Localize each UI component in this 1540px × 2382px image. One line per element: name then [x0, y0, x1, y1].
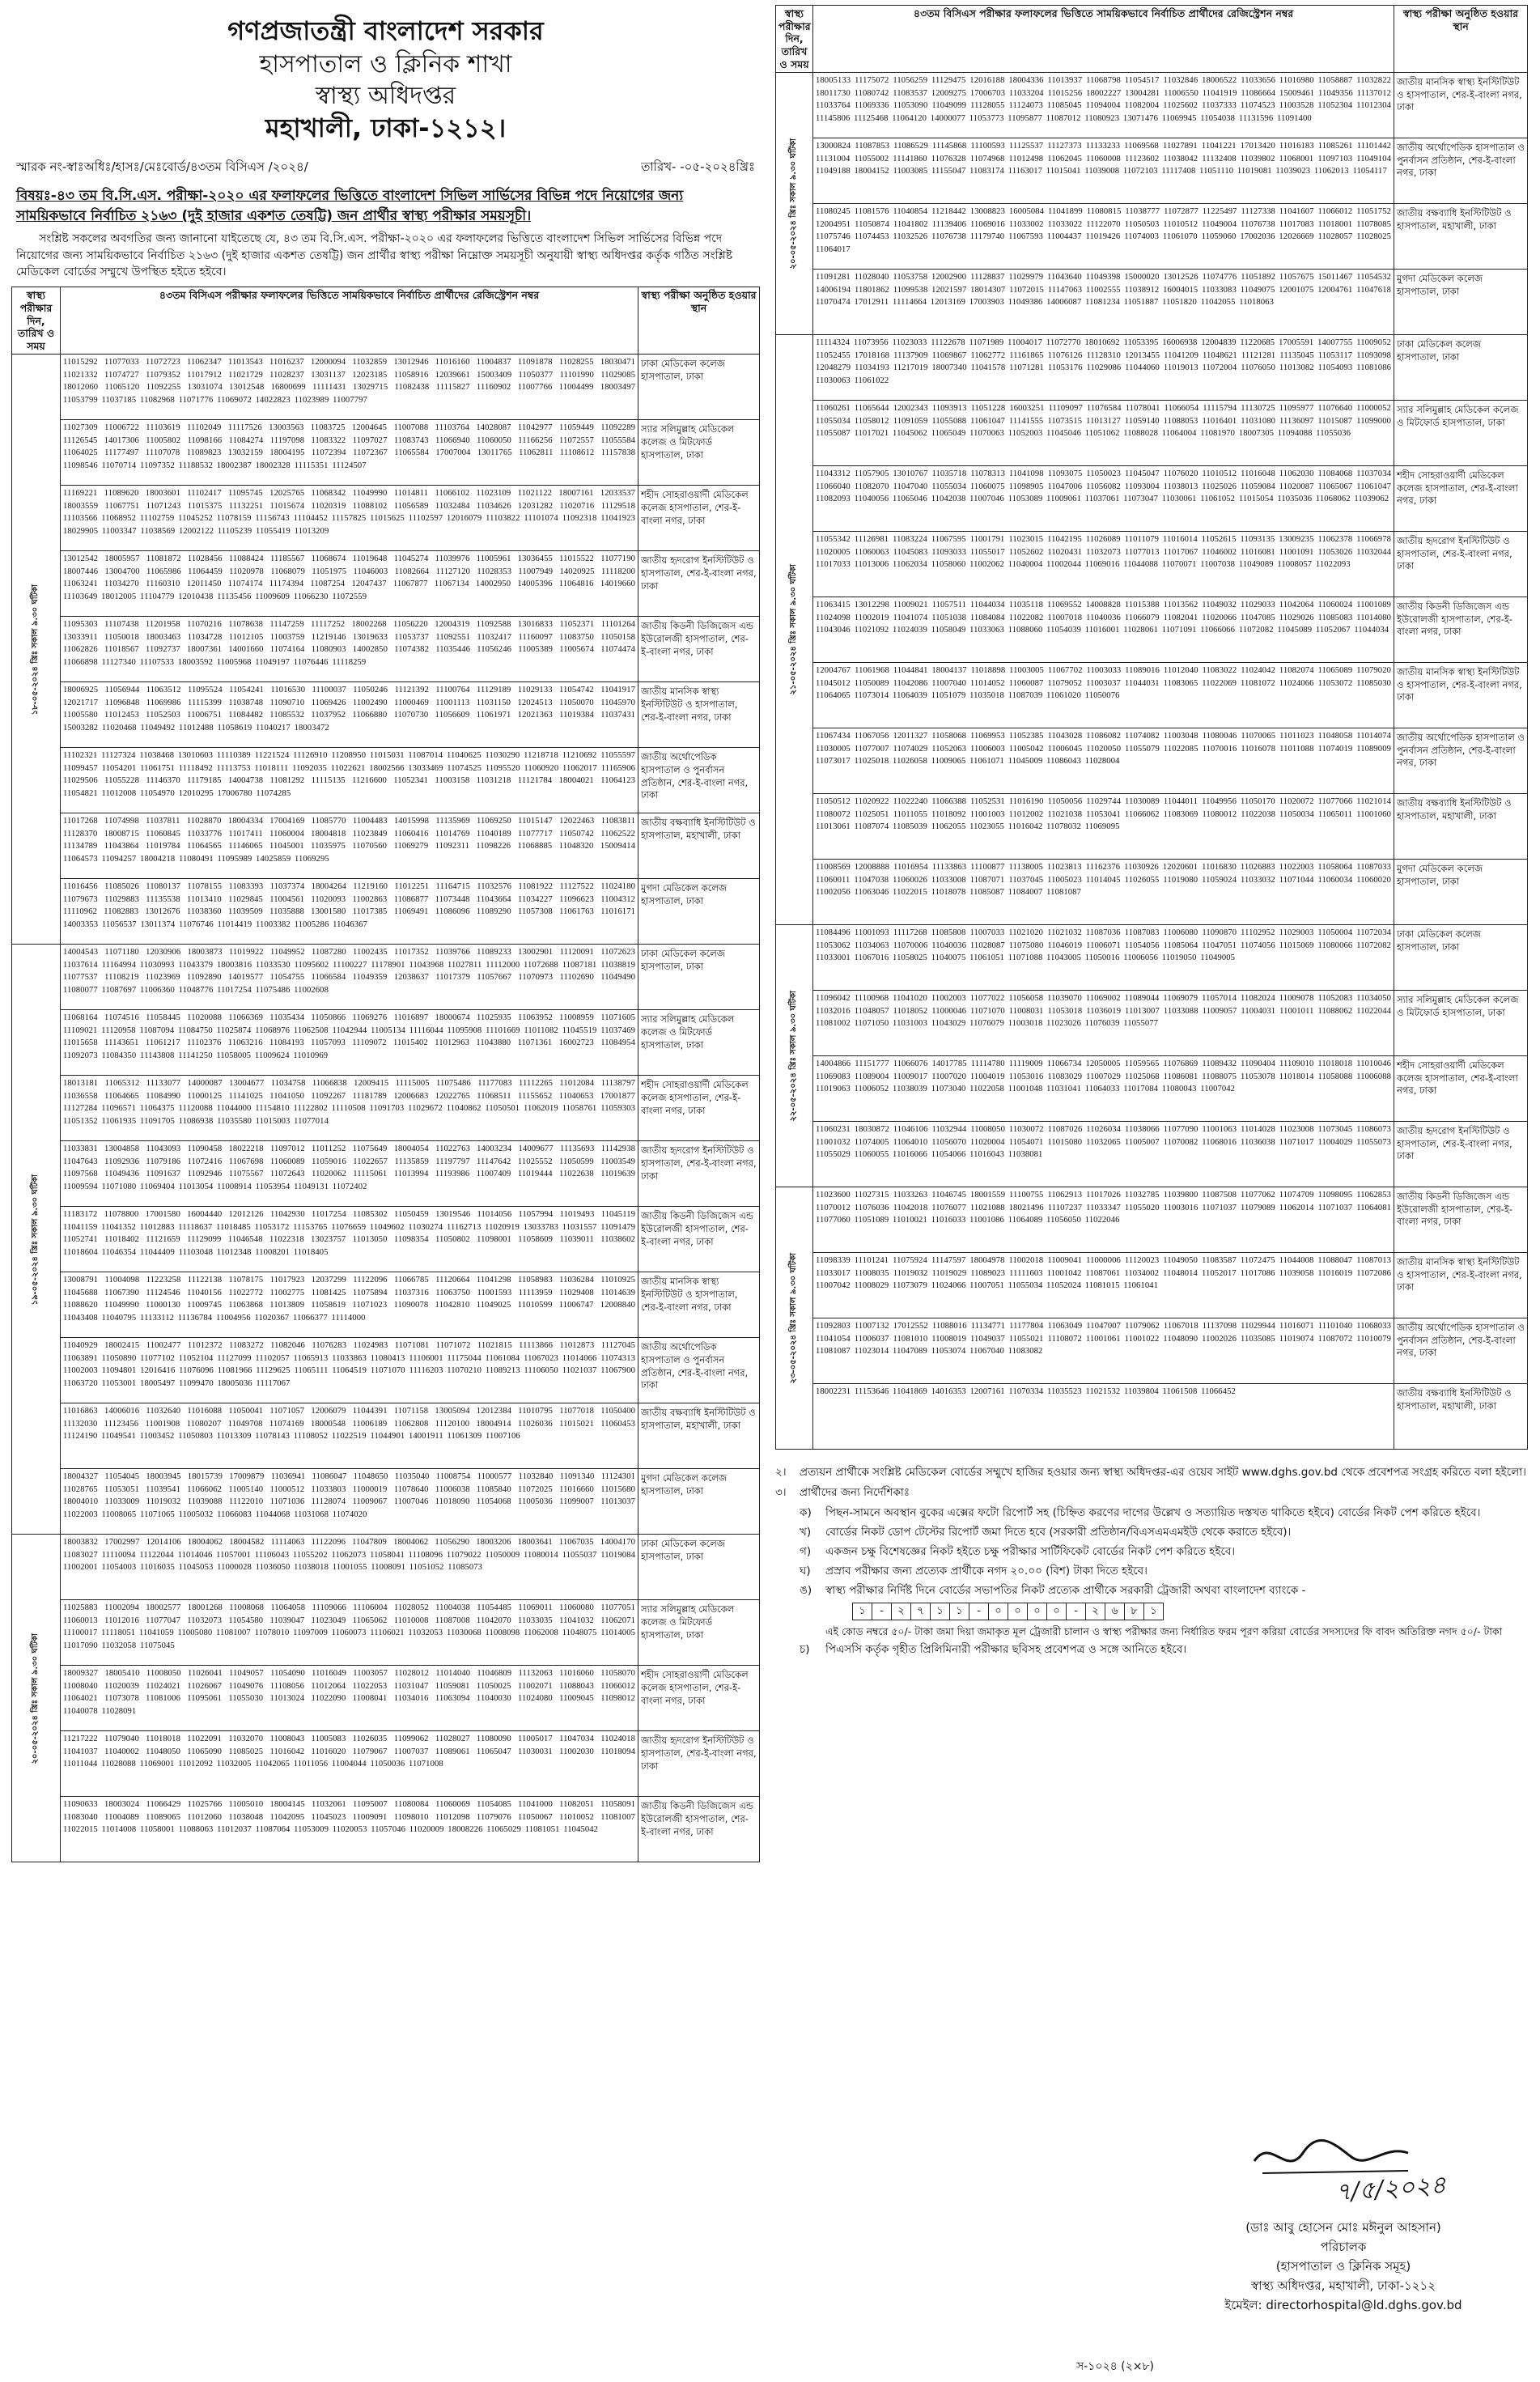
govt-name: গণপ্রজাতন্ত্রী বাংলাদেশ সরকার [227, 15, 544, 46]
venue-name: মুগদা মেডিকেল কলেজ হাসপাতাল, ঢাকা [638, 879, 760, 945]
registration-numbers: 11043312 11057905 13010767 11035718 11078313 11041098 11093075 11050023 11045047 11076020 11010512 11016048 11062030 11084068 11037034 11066040 11082070 11047040 11055034 11060075 11098905 11047006 11056082 11093004 11038013 11025026 11059084 11020087 11065067 11061047 11082093 11040056 11065046 11042038 11007046 11053089 11009061 11037061 11073047 11030061 11061052 11015054 11035036 11068062 11039062 [813, 466, 1394, 532]
schedule-date-text: ২০-০৫-২০২৪ খ্রিঃ সকাল ৯.৩০ ঘটিকা [789, 138, 798, 270]
registration-numbers: 11060261 11065644 12002343 11093913 11051228 16003251 11109097 11076584 11078041 11066054 11115794 11130725 11095977 11076640 11000052 11055034 11058012 11091059 11055088 11061047 11141555 11073515 11013127 11059140 11088053 11016401 11031080 11136097 11015087 11099000 11055087 11017021 11045062 11065049 11070063 11052003 11045046 11051062 11088028 11064004 11081970 18007305 11094088 11055036 [813, 401, 1394, 466]
schedule-row [776, 204, 1528, 270]
registration-numbers: 11060231 18030872 11046106 11032944 11008050 11030072 11087026 11026034 11038066 11077090 11001063 11014028 11023008 11073045 11086073 11001032 11074005 11064010 11056070 11020004 11054071 11015080 11032065 11005007 11070082 11068016 11036038 11071017 11004029 11055073 11055029 11060055 11016066 11054066 11016043 11038081 [813, 1122, 1394, 1187]
venue-name: ঢাকা মেডিকেল কলেজ হাসপাতাল, ঢাকা [638, 945, 760, 1010]
schedule-row [776, 270, 1528, 335]
venue-name: স্যার সলিমুল্লাহ মেডিকেল কলেজ ও মিটফোর্ড হাসপাতাল, ঢাকা [638, 420, 760, 486]
code-digit-box: ০ [988, 1603, 1008, 1620]
venue-name: জাতীয় বক্ষব্যাধি ইনস্টিটিউট ও হাসপাতাল, মহাখালী, ঢাকা [1394, 1384, 1528, 1450]
registration-numbers: 11015292 11077033 11072723 11062347 11013543 11016237 12000094 11032859 13012946 11016160 11004837 11091878 11028255 18030471 11021332 11074727 11079352 11017912 11021729 11028237 13031137 12023185 11058916 12039661 15003409 11050377 11101990 11029085 18012060 11065120 11092255 13031074 13012548 16800699 11111431 13029715 11082438 11115827 11160902 11007766 11004499 18003497 11053799 11037185 11082968 11071776 11069072 14022823 11023989 11007797 [61, 355, 638, 420]
signatory-office: (হাসপাতাল ও ক্লিনিক সমূহ) [1275, 2259, 1411, 2274]
col-header-reg: ৪৩তম বিসিএস পরীক্ষার ফলাফলের ভিত্তিতে সাময়িকভাবে নির্বাচিত প্রার্থীদের রেজিস্ট্রেশন নম্বর [61, 287, 638, 355]
schedule-date-text: ১৯-০৫-২০২৪ খ্রিঃ সকাল ৯.৩০ ঘটিকা [31, 1174, 40, 1306]
registration-numbers: 11096042 11100968 11041020 11002003 11077022 11056058 11039070 11069002 11089044 11069079 11057014 11082024 11009078 11052083 11034050 11032016 11048057 11018052 11000046 11071070 11008031 11053018 11036019 11013007 11033088 11009057 11004031 11001011 11088062 11022044 11081002 11071050 11031003 11043029 11076079 11003018 11023026 11076039 11055077 [813, 991, 1394, 1056]
venue-name: জাতীয় মানসিক স্বাস্থ্য ইনস্টিটিউট ও হাসপাতাল, শের-ই-বাংলা নগর, ঢাকা [1394, 663, 1528, 728]
code-digit-box: ০ [1046, 1603, 1067, 1620]
registration-numbers: 11098339 11101241 11075924 11147597 18004978 11002018 11009041 11000006 11120023 11049050 11083587 11072475 11044008 11088047 11087013 11033017 11008035 11019032 11019029 11089023 11111603 11001042 11087061 11034002 11048014 11052017 11017086 11039058 11016019 11072086 11007042 11008029 11073079 11024066 11007051 11055034 11052024 11081015 11061041 [813, 1253, 1394, 1318]
venue-name: জাতীয় কিডনী ডিজিজেস এন্ড ইউরোলজী হাসপাতাল, শের-ই-বাংলা নগর, ঢাকা [1394, 1187, 1528, 1253]
schedule-row [12, 1535, 760, 1600]
registration-numbers: 18005133 11175072 11056259 11129475 12016188 18004336 11013937 11068798 11054517 11032846 18006522 11033656 11016980 11058887 11032822 18011730 11080742 11083537 12009275 17006703 11033204 11015256 18002227 13004281 11006550 11041919 11086664 15009461 11049356 11137012 11033764 11069336 11053090 11049099 11128055 11124073 11085045 11094004 11082004 11025602 11037333 11074523 11003528 11052304 11012304 11145806 11125468 11064120 14000077 11053773 11095877 11087012 11080923 13071476 11069945 11054038 11131596 11091400 [813, 73, 1394, 138]
reference-line [16, 158, 755, 178]
venue-name: মুগদা মেডিকেল কলেজ হাসপাতাল, ঢাকা [638, 1469, 760, 1535]
schedule-row [12, 1797, 760, 1862]
code-digit-box: - [872, 1603, 892, 1620]
registration-numbers: 11084496 11001093 11117268 11085808 11007033 11021020 11021032 11087036 11087083 11006080 11090870 11102952 11029003 11050004 11072034 11053062 11034063 11070006 11040036 11028087 11075080 11046019 11006071 11054056 11085064 11047051 11074056 11015069 11080066 11072082 11033001 11067016 11058025 11040075 11061051 11071088 11043005 11050016 11006056 11019050 11049005 [813, 925, 1394, 991]
schedule-row [12, 1272, 760, 1338]
footer-memo: স-১০২৪ (২×৮) [1076, 2360, 1154, 2373]
note-3-uma: ঙ) স্বাস্থ্য পরীক্ষার নির্দিষ্ট দিনে বোর্ডের সভাপতির নিকট প্রত্যেক প্রার্থীকে সরকারী ট্রেজারী অথবা বাংলাদেশ ব্যাংকে - [800, 1583, 1306, 1597]
venue-name: ঢাকা মেডিকেল কলেজ হাসপাতাল, ঢাকা [638, 355, 760, 420]
schedule-date [12, 1535, 61, 1862]
schedule-row [776, 1187, 1528, 1253]
venue-name: জাতীয় অর্থোপেডিক হাসপাতাল ও পুনর্বাসন প্রতিষ্ঠান, শের-ই-বাংলা নগর, ঢাকা [638, 1338, 760, 1403]
code-digit-box: ১ [852, 1603, 872, 1620]
left-column [11, 0, 760, 1862]
venue-name: ঢাকা মেডিকেল কলেজ হাসপাতাল, ঢাকা [638, 1535, 760, 1600]
registration-numbers: 18013181 11065312 11133077 14000087 13004677 11034758 11066838 12009415 11115005 11075486 11177083 11112265 11012084 11138797 11036558 11064665 11084990 11000125 11141025 11041050 11092267 11181789 12006683 12022765 11068511 11155652 11040653 17001877 11127284 11096571 11064375 11120088 11044000 11154810 11122802 11110508 11091703 11029672 11040862 11050501 11062019 11058761 11059303 11051352 11061935 11091705 11086938 11035580 11015003 11077014 [61, 1076, 638, 1141]
venue-name: জাতীয় কিডনী ডিজিজেস এন্ড ইউরোলজী হাসপাতাল, শের-ই-বাংলা নগর, ঢাকা [1394, 597, 1528, 663]
venue-name: জাতীয় অর্থোপেডিক হাসপাতাল ও পুনর্বাসন প্রতিষ্ঠান, শের-ই-বাংলা নগর, ঢাকা [1394, 138, 1528, 204]
col-header-venue: স্বাস্থ্য পরীক্ষা অনুষ্ঠিত হওয়ার স্থান [638, 287, 760, 355]
venue-name: শহীদ সোহরাওয়ার্দী মেডিকেল কলেজ হাসপাতাল, শের-ই-বাংলা নগর, ঢাকা [1394, 1056, 1528, 1122]
schedule-row [776, 1122, 1528, 1187]
schedule-row [12, 486, 760, 551]
schedule-row [776, 663, 1528, 728]
schedule-date [776, 1187, 813, 1450]
registration-numbers: 11017268 11074998 11037811 11028870 18004334 17004169 11085770 11004483 14015998 11135969 11069250 11015147 12022463 11083811 11128370 18008715 11060845 11033776 11017411 11060004 18004818 11023849 11060416 11014769 11040189 11077717 11050742 11062522 11134789 11043864 11019784 11064565 11146065 11045001 11035975 11070560 11069279 11092311 11098226 11068885 11048320 15009414 11064573 11094257 18004218 11080491 11095989 14025859 11069295 [61, 813, 638, 879]
registration-numbers: 11169221 11089620 18003601 11102417 11095745 12025765 11068342 11049990 11014811 11066102 11023109 11021122 18007161 12033537 18003559 11067751 11071243 11015375 11132251 11015674 11020319 11088102 11056589 11032484 11034626 12031282 11020716 11129518 11103566 11068952 11102759 11045252 11078159 11156743 11104452 11157825 11015625 11102597 12016079 11103822 11101074 11092318 11041923 18029905 11003347 11038569 12002122 11105239 11055419 11013209 [61, 486, 638, 551]
right-column [775, 0, 1528, 1661]
memo-date: তারিখ- -০৫-২০২৪খ্রিঃ [641, 159, 755, 175]
schedule-row [12, 1010, 760, 1076]
schedule-date [776, 73, 813, 335]
code-digit-box: ৬ [1105, 1603, 1125, 1620]
venue-name: শহীদ সোহরাওয়ার্দী মেডিকেল কলেজ হাসপাতাল, শের-ই-বাংলা নগর, ঢাকা [638, 1666, 760, 1731]
schedule-row [12, 1731, 760, 1797]
code-digit-box: ২ [891, 1603, 911, 1620]
schedule-date [776, 335, 813, 925]
venue-name: মুগদা মেডিকেল কলেজ হাসপাতাল, ঢাকা [1394, 270, 1528, 335]
registration-numbers: 11027309 11006722 11103619 11102049 11117526 13003563 11083725 12004645 11007088 11103764 14028087 11042977 11059449 11092289 11126545 14017306 11005802 11098166 11084274 11197098 11083322 11097027 11083743 11066940 11060050 11166256 11072557 11055584 11064025 11177497 11107078 11089823 13032159 18004195 11072394 11072367 11065584 17007004 13011765 11062811 11108612 11157838 11098546 11070714 11097352 11188532 18002387 18002328 11115351 11124507 [61, 420, 638, 486]
directorate-name: স্বাস্থ্য অধিদপ্তর [315, 81, 456, 110]
schedule-row [12, 420, 760, 486]
schedule-row [12, 1600, 760, 1666]
schedule-row [12, 813, 760, 879]
code-digit-box: ০ [1027, 1603, 1047, 1620]
code-digit-box: ১ [949, 1603, 969, 1620]
registration-numbers: 18003832 17002997 12014106 18004062 18004582 11114063 11122096 11047809 18004062 11056290 18003206 18003641 11067035 14004170 11083027 11110094 11122044 11014046 11057001 11106043 11055202 11062073 11058041 11108096 11079022 11050009 11080014 11055037 11019084 11002001 11054003 11016035 11045053 11000028 11036050 11038018 11001055 11008091 11051052 11085073 [61, 1535, 638, 1600]
instructions [775, 1464, 1528, 1658]
registration-numbers: 11050512 11020922 11022240 11066388 11052531 11016190 11050056 11029744 11030089 11044011 11049956 11050170 11020072 11077066 11021014 11080072 11025051 11011055 11018092 11001003 11012002 11021038 11053041 11066062 11083069 11080012 11022038 11050034 11065011 11001060 11013061 11087074 11085039 11062055 11023055 11016042 11078032 11069095 [813, 794, 1394, 860]
code-digit-box: ২ [1085, 1603, 1105, 1620]
venue-name: ঢাকা মেডিকেল কলেজ হাসপাতাল, ঢাকা [1394, 335, 1528, 401]
schedule-row [12, 617, 760, 682]
schedule-date-text: ২২-০৫-২০২৪ খ্রিঃ সকাল ৯.৩০ ঘটিকা [789, 990, 798, 1122]
registration-numbers: 11033831 13004858 11043093 11090458 18022218 11097012 11011252 11075649 18004054 11022763 14003234 14009677 11135693 11142938 11047643 11092936 11079186 11072416 11067698 11060089 11059016 11022657 11135859 11197797 11147642 11025552 11050599 11003549 11097568 11049436 11091637 11092946 11075567 11072643 11020062 11115061 11013994 11193986 11007409 11019444 11022638 11019639 11009594 11071080 11069404 11013054 11008914 11053954 11049131 11072402 [61, 1141, 638, 1207]
venue-name: স্যার সলিমুল্লাহ মেডিকেল কলেজ ও মিটফোর্ড হাসপাতাল, ঢাকা [1394, 991, 1528, 1056]
venue-name: ঢাকা মেডিকেল কলেজ হাসপাতাল, ঢাকা [1394, 925, 1528, 991]
code-digit-box: ০ [1008, 1603, 1028, 1620]
branch-name: হাসপাতাল ও ক্লিনিক শাখা [259, 49, 512, 79]
venue-name: জাতীয় বক্ষব্যাধি ইনস্টিটিউট ও হাসপাতাল, মহাখালী, ঢাকা [638, 1403, 760, 1469]
schedule-date-text: ১৮-০৫-২০২৪ খ্রিঃ সকাল ৯.৩০ ঘটিকা [31, 584, 40, 715]
col-header-reg: ৪৩তম বিসিএস পরীক্ষার ফলাফলের ভিত্তিতে সাময়িকভাবে নির্বাচিত প্রার্থীদের রেজিস্ট্রেশন নম্বর [813, 6, 1394, 73]
schedule-date [12, 945, 61, 1535]
letterhead [11, 15, 760, 145]
signatory-org: স্বাস্থ্য অধিদপ্তর, মহাখালী, ঢাকা-১২১২ [1250, 2278, 1436, 2293]
registration-numbers: 13000824 11087853 11086529 11145868 11100593 11125537 11127373 11133233 11069568 11027891 11041221 17013420 11016183 11085261 11101442 11131004 11055002 11141860 11076328 11074968 11012498 11062045 11060008 11123602 11038042 11132408 11039802 11068001 11097103 11049104 11049188 18004152 11003085 11155047 11083174 11163017 11015041 11039008 11072103 11117408 11051110 11019081 11039023 11062013 11054117 [813, 138, 1394, 204]
schedule-row [12, 551, 760, 617]
schedule-row [12, 1338, 760, 1403]
schedule-row [776, 532, 1528, 597]
registration-numbers: 11080245 11081576 11040854 11218442 13008823 16005084 11041899 11080815 11038777 11072877 11225497 11127338 11041607 11066012 11051752 12004951 11050874 11041802 11139406 11069016 11033002 11033022 11122070 11050503 11010512 11049004 11076738 11017083 11018001 11078085 11075746 11074453 11032526 11076738 11179740 11067593 11004437 11019426 11074003 11061070 11059060 17002036 12026669 11028057 11028025 11064017 [813, 204, 1394, 270]
venue-name: জাতীয় বক্ষব্যাধি ইনস্টিটিউট ও হাসপাতাল, মহাখালী, ঢাকা [1394, 794, 1528, 860]
registration-numbers: 18009327 18005410 11008050 11026041 11049057 11054090 11016049 11003057 11028012 11014040 11046809 11132063 11016060 11058070 11008040 11020039 11024021 11026067 11049076 11108056 11012064 11022053 11031047 11059081 11050025 11002071 11088043 11066012 11064021 11073078 11081006 11095061 11055030 11013024 11022090 11008041 11034016 11063094 11040030 11024080 11009045 11098012 11040078 11028091 [61, 1666, 638, 1731]
registration-numbers: 11114324 11073956 11023033 11122678 11071989 11004017 11072770 18010692 11053395 16006938 12004839 11220685 17005591 14007755 11009052 11052455 17018168 11137909 11069867 11062772 11161865 11076126 11128310 12013455 11041209 11048621 11121281 11135045 11053117 11093098 12048279 11034193 11217019 18007340 11041578 11071281 11053176 11029086 11044060 11019013 11072004 11076050 11013082 11054093 11081086 11030063 11061022 [813, 335, 1394, 401]
registration-numbers: 11016456 11085026 11080137 11078155 11083393 11037374 18004264 11219160 11012251 11164715 11032576 11081922 11127522 11024180 11079673 11029883 11135538 11013410 11029845 11004561 11020093 11002863 11086877 11073448 11043664 11034227 11096623 11004312 11110962 11082883 13012676 11038360 11039509 11035888 13001580 11017385 11069491 11086096 11089290 11057308 11061763 11016171 14003353 11056537 13011374 11076746 11014419 11003382 11005286 11046367 [61, 879, 638, 945]
schedule-row [776, 991, 1528, 1056]
venue-name: জাতীয় মানসিক স্বাস্থ্য ইনস্টিটিউট ও হাসপাতাল, শের-ই-বাংলা নগর, ঢাকা [1394, 73, 1528, 138]
schedule-date-text: ২০-০৫-২০২৪ খ্রিঃ সকাল ৯.৩০ ঘটিকা [31, 1633, 40, 1764]
subject-line: বিষয়ঃ-৪৩ তম বি.সি.এস. পরীক্ষা-২০২০ এর ফলাফলের ভিত্তিতে বাংলাদেশ সিভিল সার্ভিসের বিভিন্ন পদে নিয়োগের জন্য সাময়িকভাবে নির্বাচিত ২১৬৩ (দুই হাজার একশত তেষট্টি) জন প্রার্থীর স্বাস্থ্য পরীক্ষার সময়সূচী। [16, 188, 684, 224]
registration-numbers: 11090633 18003024 11066429 11025766 11005010 18004145 11032061 11095007 11080084 11060069 11054085 11041000 11082051 11058091 11083040 11004089 11089065 11012060 11038048 11042095 11045023 11009091 11098010 11012098 11079076 11050067 11010052 11081007 11022015 11014008 11058001 11088063 11012037 11087064 11053009 11020053 11057046 11020009 18008226 11065029 11081051 11045042 [61, 1797, 638, 1862]
note-3-kha: খ) বোর্ডের নিকট ডোপ টেস্টের রিপোর্ট জমা দিতে হবে (সরকারী প্রতিষ্ঠান/বিএসএমএমইউ থেকে করাতে হইবে)। [800, 1525, 1292, 1539]
registration-numbers: 13012542 18005957 11081872 11028456 11088424 11185567 11068674 11019648 11045274 11039976 11005961 13036455 11015522 11077190 18007446 13004700 11065986 11064459 11020978 11068079 11051975 11046003 11082664 11127120 11028353 11007949 14020925 11118200 11063241 11034270 11160310 12011450 11074174 11174394 11087254 12047437 11067877 11067134 14002950 14005396 11064816 14019660 11103649 18012005 11104779 12010438 11135456 11009609 11066230 11072559 [61, 551, 638, 617]
registration-numbers: 11102321 11127324 11038468 13010603 11110389 11221524 11126910 11208950 11015031 11087014 11040625 11030290 11218718 11210692 11055597 11099457 11054201 11061751 11118492 11113753 11018111 11092035 11022621 18002566 13033469 11074525 11095520 11060920 11062017 11165906 11029506 11055228 11146370 11179185 14004738 11081292 11115135 11216600 11052341 11003158 11031218 11121784 18004021 11064123 11054821 11012008 11054970 12010295 17006780 11074285 [61, 748, 638, 813]
schedule-date-text: ২৩-০৫-২০২৪ খ্রিঃ সকাল ৯.৩০ ঘটিকা [789, 1252, 798, 1384]
schedule-table-right [775, 5, 1528, 1450]
schedule-row [776, 1056, 1528, 1122]
schedule-row [776, 597, 1528, 663]
venue-name: জাতীয় হৃদরোগ ইনস্টিটিউট ও হাসপাতাল, শের-ই-বাংলা নগর, ঢাকা [1394, 532, 1528, 597]
code-digit-box: ৭ [910, 1603, 931, 1620]
schedule-row [776, 401, 1528, 466]
code-digit-box: ১ [1143, 1603, 1164, 1620]
registration-numbers: 18004327 11054045 18003945 18015739 17009879 11036941 11086047 11048650 11035040 11008754 11000577 11032840 11091340 11124301 11028765 11053051 11039541 11066062 11005140 11000512 11033803 11000019 11078640 11006038 11085840 11072025 11016660 11015680 18004010 11033009 11019032 11039088 11122010 11071036 11128074 11009067 11007046 11018090 11054068 11005036 11099007 11013037 11022003 11008065 11071065 11005032 11066083 11044068 11031068 11074020 [61, 1469, 638, 1535]
registration-numbers: 11092803 11007132 17012552 11088016 11134771 11177804 11063049 11047007 11079062 11067018 11137098 11029944 11016071 11101040 11068033 11041054 11006037 11081010 11008019 11049037 11055021 11108072 11001061 11001022 11048090 11002026 11035085 11019074 11087072 11010079 11081087 11023014 11047089 11053074 11067040 11083082 [813, 1318, 1394, 1384]
treasury-code-boxes [852, 1603, 1528, 1620]
schedule-row [776, 1318, 1528, 1384]
registration-numbers: 11183172 11078800 17001580 16004440 12012126 11042930 11017254 11085302 11050459 13019546 11014056 11057994 11019493 11045119 11041159 11041352 11012883 11118637 11018485 11053172 11153765 11076659 11049602 11030274 11162713 11020919 13033783 11031557 11091479 11052741 11018402 11121659 11129099 11046548 11022318 13023757 11013050 11098354 11050802 11098001 11058609 11039011 11038602 11018604 11046354 11044409 11103048 11012348 11008201 11018405 [61, 1207, 638, 1272]
note-2: ২। প্রত্যয়ন প্রার্থীকে সংশ্লিষ্ট মেডিকেল বোর্ডের সম্মুখে হাজির হওয়ার জন্য স্বাস্থ্য অধিদপ্তর-এর ওয়েব সাইট www.dghs.gov.bd থেকে প্রবেশপত্র সংগ্রহ করিতে বলা হইলো। [775, 1466, 1526, 1480]
schedule-row [12, 1076, 760, 1141]
venue-name: জাতীয় বক্ষব্যাধি ইনস্টিটিউট ও হাসপাতাল, মহাখালী, ঢাকা [1394, 204, 1528, 270]
schedule-row [12, 879, 760, 945]
signature-block [1173, 2218, 1513, 2315]
registration-numbers: 11217222 11079040 11018018 11022091 11032070 11008043 11005083 11026035 11099062 11028027 11080090 11005017 11047034 11024018 11041037 11040002 11048050 11065090 11085025 11016042 11016020 11079067 11007037 11089061 11065047 11030031 11002030 11018094 11011044 11028088 11069001 11012092 11032005 11042065 11011056 11004044 11050036 11071008 [61, 1731, 638, 1797]
schedule-row [776, 466, 1528, 532]
code-digit-box: - [969, 1603, 989, 1620]
registration-numbers: 14004543 11071180 12030906 18003873 11019922 11049952 11087280 11002435 11017352 11039766 11089233 13002901 11120091 11072623 11037614 11164994 11030993 11043379 18003816 11033530 11095602 11100227 11178901 11043968 11027811 11112000 11072688 11087181 11038819 11077537 11108219 11023969 11092890 14019577 11054755 11066584 11049359 12038637 11017379 11057667 11070973 11102690 11049490 11080077 11087697 11006360 11048776 11017254 11075486 11002608 [61, 945, 638, 1010]
treasury-code-text: এই কোড নম্বরে ৫০/- টাকা জমা দিয়া জমাকৃত মূল ট্রেজারী চালান ও স্বাস্থ্য পরীক্ষার জন্য নির্ধারিত ফরম পূরণ করিয়া বোর্ডের সদস্যদের ফি বাবদ অতিরিক্ত নগদ ৫০/- টাকা [825, 1624, 1503, 1637]
schedule-row [12, 1469, 760, 1535]
venue-name: জাতীয় হৃদরোগ ইনস্টিটিউট ও হাসপাতাল, শের-ই-বাংলা নগর, ঢাকা [638, 1731, 760, 1797]
note-3: ৩। প্রার্থীদের জন্য নির্দেশিকাঃ [775, 1486, 910, 1500]
schedule-row [776, 1253, 1528, 1318]
venue-name: স্যার সলিমুল্লাহ মেডিকেল কলেজ ও মিটফোর্ড হাসপাতাল, ঢাকা [638, 1600, 760, 1666]
col-header-venue: স্বাস্থ্য পরীক্ষা অনুষ্ঠিত হওয়ার স্থান [1394, 6, 1528, 73]
venue-name: জাতীয় মানসিক স্বাস্থ্য ইনস্টিটিউট ও হাসপাতাল, শের-ই-বাংলা নগর, ঢাকা [1394, 1253, 1528, 1318]
venue-name: জাতীয় কিডনী ডিজিজেস এন্ড ইউরোলজী হাসপাতাল, শের-ই-বাংলা নগর, ঢাকা [638, 1207, 760, 1272]
schedule-row [12, 748, 760, 813]
venue-name: শহীদ সোহরাওয়ার্দী মেডিকেল কলেজ হাসপাতাল, শের-ই-বাংলা নগর, ঢাকা [638, 1076, 760, 1141]
schedule-row [12, 1403, 760, 1469]
schedule-row [776, 1384, 1528, 1450]
schedule-row [776, 925, 1528, 991]
schedule-date [12, 355, 61, 945]
schedule-table-left [11, 287, 760, 1862]
registration-numbers: 11025883 11002094 18002577 18001268 11008068 11064058 11109066 11106004 11028052 11004038 11054485 11069011 11060080 11077051 11060013 11012016 11077047 11032073 11054580 11039047 11023049 11065062 11010008 11087008 11042070 11033035 11041032 11062071 11100017 11118051 11041059 11005080 11081007 11078010 11097009 11060073 11106021 11032053 11030068 11008098 11062008 11048075 11014005 11017090 11032058 11075045 [61, 1600, 638, 1666]
note-3-cha: চ) পিএসসি কর্তৃক গৃহীত প্রিলিমিনারী পরীক্ষার ছবিসহ প্রবেশপত্র ও সঙ্গে আনিতে হইবে। [800, 1642, 1187, 1656]
schedule-row [12, 682, 760, 748]
schedule-row [776, 73, 1528, 138]
col-header-date: স্বাস্থ্য পরীক্ষার দিন, তারিখ ও সময় [12, 287, 61, 355]
address: মহাখালী, ঢাকা-১২১২। [265, 112, 507, 143]
registration-numbers: 18006925 11056944 11063512 11095524 11054241 11016530 11100037 11050246 11121392 11100764 11129189 11029133 11054742 11041917 12021717 11096848 11069986 11115399 11038748 11090710 11069426 11002490 11000469 11001113 11031150 12024513 11050070 11045970 11005580 11012453 11052503 11006751 11084482 11085532 11037952 11066880 11070730 11056609 11061971 12021363 11019384 11037431 15003282 11020468 11049492 11012488 11058619 11040217 18003472 [61, 682, 638, 748]
schedule-date [776, 925, 813, 1187]
registration-numbers: 11068164 11074516 11058445 11020088 11066369 11035434 11050866 11069276 11016897 18000674 11025935 11063952 11008959 11071605 11109021 11120958 11087094 11084750 11025874 11068976 11062508 11042944 11005134 11116044 11095908 11101669 11011082 11045519 11037469 11015658 11143651 11061217 11102376 11063216 11084193 11057093 11109072 11015402 11012963 11043880 11071361 16002723 11084954 11092073 11084350 11143808 11141250 11058005 11009624 11010969 [61, 1010, 638, 1076]
code-digit-box: - [1066, 1603, 1086, 1620]
note-3-ka: ক) পিছন-সামনে অবস্থান বুকের এক্সের ফটো রিপোর্ট সহ (চিহ্নিত করণের দাগের উল্লেখ ও সত্যায়িত দস্তখত থাকিতে হইবে) বোর্ডের নিকট পেশ করিতে হইবে। [800, 1505, 1481, 1519]
venue-name: জাতীয় কিডনী ডিজিজেস এন্ড ইউরোলজী হাসপাতাল, শের-ই-বাংলা নগর, ঢাকা [638, 1797, 760, 1862]
venue-name: শহীদ সোহরাওয়ার্দী মেডিকেল কলেজ হাসপাতাল, শের-ই-বাংলা নগর, ঢাকা [638, 486, 760, 551]
registration-numbers: 11016863 14006016 11032640 11016088 11050041 11071057 12006079 11044391 11071158 13005094 12012384 11010795 11077018 11050400 11132030 11123456 11001908 11080207 11049708 11074169 18000548 11006189 11062808 11120100 18004914 11026036 11015021 11060453 11124190 11049541 11003452 11050803 11013309 11078143 11108052 11022519 11044901 14001911 11061309 11007106 [61, 1403, 638, 1469]
venue-name: জাতীয় হৃদরোগ ইনস্টিটিউট ও হাসপাতাল, শের-ই-বাংলা নগর, ঢাকা [1394, 1122, 1528, 1187]
registration-numbers: 11040929 18002415 11002477 11012372 11083272 11082046 11076283 11024983 11071081 11071072 11021815 11113866 11012873 11127045 11063891 11050890 11077102 11052104 11127099 11102057 11065913 11033863 11080413 11106001 11175044 11061084 11067023 11014066 11074313 11002003 11094801 12016416 11076096 11081966 11129625 11065111 11064519 11071070 11116203 11070210 11089213 11106050 11021037 11067900 11063720 11053001 18005497 11099470 18005036 11117067 [61, 1338, 638, 1403]
schedule-row [776, 860, 1528, 925]
schedule-row [776, 335, 1528, 401]
schedule-row [12, 1141, 760, 1207]
schedule-row [12, 355, 760, 420]
schedule-row [776, 728, 1528, 794]
venue-name: মুগদা মেডিকেল কলেজ হাসপাতাল, ঢাকা [1394, 860, 1528, 925]
memo-number: স্মারক নং-স্বাঃঅধিঃ/হাসঃ/মেঃবোর্ড/৪৩তম বিসিএস /২০২৪/ [16, 159, 308, 175]
intro-paragraph: সংশ্লিষ্ট সকলের অবগতির জন্য জানানো যাইতেছে যে, ৪৩ তম বি.সি.এস. পরীক্ষা-২০২০ এর ফলাফলের ভিত্তিতে বাংলাদেশ সিভিল সার্ভিসের বিভিন্ন পদে নিয়োগের জন্য সাময়িকভাবে নির্বাচিত ২১৬৩ (দুই হাজার একশত তেষট্টি) জন প্রার্থীর স্বাস্থ্য পরীক্ষা নিম্নোক্ত সময়সূচী অনুযায়ী স্বাস্থ্য অধিদপ্তর কর্তৃক গঠিত সংশ্লিষ্ট মেডিকেল বোর্ডের সম্মুখে উপস্থিত হইতে হইবে। [16, 232, 733, 279]
code-digit-box: ১ [930, 1603, 950, 1620]
venue-name: জাতীয় অর্থোপেডিক হাসপাতাল ও পুনর্বাসন প্রতিষ্ঠান, শের-ই-বাংলা নগর, ঢাকা [638, 748, 760, 813]
venue-name: জাতীয় মানসিক স্বাস্থ্য ইনস্টিটিউট ও হাসপাতাল, শের-ই-বাংলা নগর, ঢাকা [638, 682, 760, 748]
venue-name: স্যার সলিমুল্লাহ মেডিকেল কলেজ ও মিটফোর্ড হাসপাতাল, ঢাকা [1394, 401, 1528, 466]
registration-numbers: 11067434 11067056 12011327 11058068 11069953 11052385 11043028 11086082 11074082 11003048 11080046 11070065 11011023 11048058 11014074 11030005 11077007 11074029 11052063 11006003 11005042 11006045 11020050 11055079 11022085 11070016 11016078 11011088 11074019 11089009 11073017 11025018 11026058 11009065 11061071 11045009 11086043 11028004 [813, 728, 1394, 794]
schedule-row [776, 794, 1528, 860]
schedule-row [12, 1666, 760, 1731]
schedule-row [776, 138, 1528, 204]
code-digit-box: ৮ [1124, 1603, 1144, 1620]
venue-name: শহীদ সোহরাওয়ার্দী মেডিকেল কলেজ হাসপাতাল, শের-ই-বাংলা নগর, ঢাকা [1394, 466, 1528, 532]
registration-numbers: 12004767 11061968 11044841 18004137 11018898 11003005 11067702 11003033 11089016 11012040 11083022 11024042 11082074 11065089 11079020 11045012 11050089 11042086 11007040 11014052 11060087 11079052 11003037 11044031 11083065 11022069 11081072 11024066 11053072 11085030 11064065 11073014 11064039 11051079 11035018 11087039 11061020 11050076 [813, 663, 1394, 728]
venue-name: জাতীয় বক্ষব্যাধি ইনস্টিটিউট ও হাসপাতাল, মহাখালী, ঢাকা [638, 813, 760, 879]
venue-name: জাতীয় অর্থোপেডিক হাসপাতাল ও পুনর্বাসন প্রতিষ্ঠান, শের-ই-বাংলা নগর, ঢাকা [1394, 1318, 1528, 1384]
registration-numbers: 13008791 11004098 11223258 11122138 11078175 11017923 12037299 11122096 11066785 11120664 11041298 11058983 11036284 11010925 11045688 11067390 11124546 11040156 11022772 11002775 11081425 11075894 11037316 11063750 11001593 11113959 11029408 11014639 11088620 11049990 11000130 11009745 11063868 11013809 11058619 11071023 11090078 11042810 11049025 11010599 11006747 12008840 11043408 11040795 11133112 11136784 11004956 11020367 11066377 11114000 [61, 1272, 638, 1338]
signatory-title: পরিচালক [1320, 2240, 1367, 2254]
venue-name: জাতীয় অর্থোপেডিক হাসপাতাল ও পুনর্বাসন প্রতিষ্ঠান, শের-ই-বাংলা নগর, ঢাকা [1394, 728, 1528, 794]
signatory-email: ইমেইল: directorhospital@ld.dghs.gov.bd [1224, 2298, 1462, 2312]
schedule-date-text: ২১-০৫-২০২৪ খ্রিঃ সকাল ৯.৩০ ঘটিকা [789, 564, 798, 695]
note-3-ga: গ) একজন চক্ষু বিশেষজ্ঞের নিকট হইতে চক্ষু পরীক্ষার সার্টিফিকেট বোর্ডের নিকট পেশ করিতে হইবে। [800, 1544, 1236, 1558]
registration-numbers: 11008569 12008888 11016954 11133863 11100877 11138005 11023813 11162376 11030926 12020601 11016830 11026883 11022003 11058064 11087033 11060011 11047038 11060026 11033008 11087071 11037045 11005023 11014045 11026055 11019080 11059024 11033032 11071044 11060034 11060020 11002056 11063046 11022015 11018078 11085087 11084007 11081087 [813, 860, 1394, 925]
venue-name: জাতীয় হৃদরোগ ইনস্টিটিউট ও হাসপাতাল, শের-ই-বাংলা নগর, ঢাকা [638, 551, 760, 617]
registration-numbers: 11095303 11107438 11201958 11070216 11078638 11147259 11117252 18002268 11056220 12004319 11092588 13016833 11052371 11101264 13033911 11050018 18003463 11034728 11012105 11003759 11219146 13019633 11053737 11092551 11032417 11160097 11083750 11050158 11062826 11018567 11092737 18007361 14001660 11074164 11080903 14002850 11074382 11035446 11056246 11005389 11005674 11074474 11066898 11127340 11107533 18003592 11005968 11049197 11076446 11118259 [61, 617, 638, 682]
registration-numbers: 11063415 13012298 11009021 11057511 11044034 11035118 11069552 14008828 11015388 11013562 11049032 11029033 11042064 11060024 11001089 11024098 11002019 11041074 11051038 11084084 11022082 11007018 11040036 11066079 11082041 11020066 11047085 11029026 11085083 11014080 11043046 11021092 11024039 11058049 11033063 11088060 11054039 11016001 11028061 11071091 11066066 11072082 11045089 11052067 11044034 [813, 597, 1394, 663]
registration-numbers: 11091281 11028040 11053758 12002900 11128837 11029979 11043640 11049398 15000020 13012526 11074776 11051892 11057675 15011467 11054532 14006194 11801862 11099538 12021597 18014307 11072015 11147063 11002555 11038912 16004015 11033083 11049075 12001075 12004761 11047618 11070474 17012911 11114664 12013169 17003903 11049386 14006087 11081234 11051887 11051820 11042055 11018063 [813, 270, 1394, 335]
venue-name: জাতীয় মানসিক স্বাস্থ্য ইনস্টিটিউট ও হাসপাতাল, শের-ই-বাংলা নগর, ঢাকা [638, 1272, 760, 1338]
schedule-row [12, 945, 760, 1010]
venue-name: জাতীয় কিডনী ডিজিজেস এন্ড ইউরোলজী হাসপাতাল, শের-ই-বাংলা নগর, ঢাকা [638, 617, 760, 682]
signatory-name: (ডাঃ আবু হোসেন মোঃ মঈনুল আহসান) [1245, 2220, 1441, 2235]
signature-date: ৭/৫/২০২৪ [1334, 2171, 1448, 2207]
registration-numbers: 11055342 11126981 11083224 11067595 11001791 11023015 11042195 11026089 11011079 11016014 11052615 11093135 13009235 11062378 11066978 11020005 11060063 11045083 11093033 11055017 11052602 11020431 11032073 11077013 11017067 11046002 11016081 11001091 11053026 11032044 11017033 11013006 11062034 11058060 11002062 11040004 11002044 11069016 11044088 11070071 11007038 11049089 11008057 11022093 [813, 532, 1394, 597]
venue-name: স্যার সলিমুল্লাহ মেডিকেল কলেজ ও মিটফোর্ড হাসপাতাল, ঢাকা [638, 1010, 760, 1076]
registration-numbers: 14004866 11151777 11066076 14017785 11114780 11119009 11066734 12050005 11059565 11076869 11089432 11090404 11109010 11018018 11010046 11069083 11089004 11009017 11007020 11004019 11053016 11083029 11007029 11025068 11086081 11088075 11053078 11018014 11058088 11006088 11019063 11006052 11038039 11073040 11022058 11001048 11031041 11064033 11017084 11080043 11007042 [813, 1056, 1394, 1122]
schedule-row [12, 1207, 760, 1272]
venue-name: জাতীয় হৃদরোগ ইনস্টিটিউট ও হাসপাতাল, শের-ই-বাংলা নগর, ঢাকা [638, 1141, 760, 1207]
col-header-date: স্বাস্থ্য পরীক্ষার দিন, তারিখ ও সময় [776, 6, 813, 73]
registration-numbers: 11023600 11027315 11033263 11046745 18001559 11100755 11062913 11017026 11032785 11039800 11087508 11077062 11074709 11098095 11062853 11070012 11076036 11042018 11076077 11021088 18021496 11107237 11033347 11055020 11003016 11071037 11079089 11062014 11071037 11064081 11077060 11051089 11010021 11016033 11001086 11064089 11056050 11022046 [813, 1187, 1394, 1253]
registration-numbers: 18002231 11153646 11041869 14016353 12007161 11070334 11035523 11021532 11039804 11061508 11066452 [813, 1384, 1394, 1450]
note-3-gha: ঘ) প্রস্রাব পরীক্ষার জন্য প্রত্যেক প্রার্থীকে নগদ ২০.০০ (বিশ) টাকা দিতে হইবে। [800, 1564, 1148, 1577]
